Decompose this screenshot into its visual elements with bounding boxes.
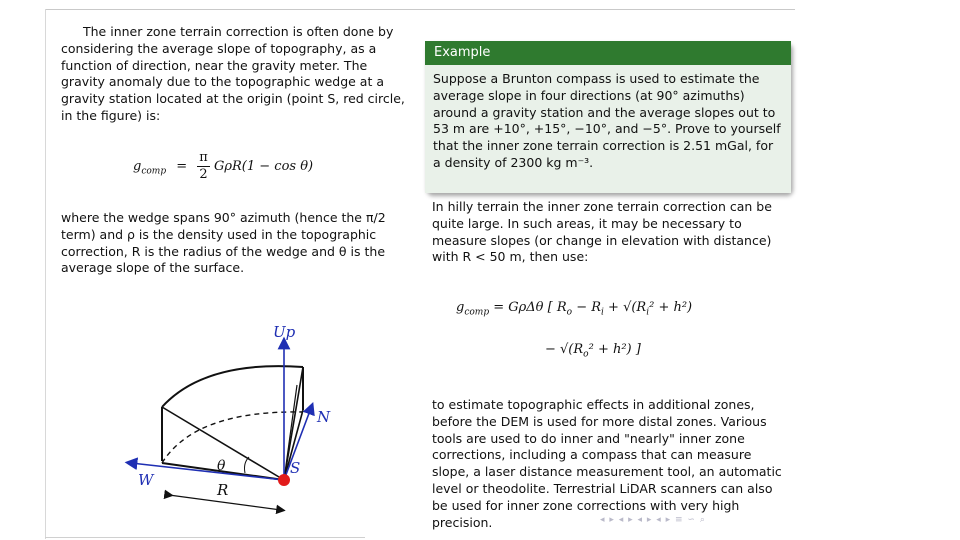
label-theta: θ	[217, 458, 226, 474]
eq2-lhs-sub: comp	[464, 307, 490, 318]
eq2-part-c: + √(R	[603, 300, 647, 315]
eq1-frac-num: π	[199, 150, 208, 165]
eq1-equals: =	[176, 159, 188, 174]
left-paragraph-intro: The inner zone terrain correction is often done by considering the average slope of topography, as a function of direction, near the gravity meter. The gravity anomaly due to the topographic wedge at a gravity station located at the origin (point S, red circle, in the figure) is:	[61, 24, 405, 123]
example-block	[425, 41, 791, 193]
eq2-sub-i: i	[601, 307, 604, 318]
eq1-frac-den: 2	[199, 167, 208, 182]
left-paragraph-definitions: where the wedge spans 90° azimuth (hence the π/2 term) and ρ is the density used in the topographic correction, R is the radius of the wedge and θ is the average slope of the surface.	[61, 210, 386, 276]
eq2-part-a: = GρΔθ [ R	[493, 300, 567, 315]
equation-gcomp-wedge	[133, 150, 313, 183]
left-rule	[45, 9, 46, 539]
beamer-navigation-symbols[interactable]: ◂ ▸ ◂ ▸ ◂ ▸ ◂ ▸ ≡ ∽ ⌕	[600, 515, 706, 525]
label-s: S	[290, 459, 301, 477]
right-paragraph-tools: to estimate topographic effects in additional zones, before the DEM is used for more distal zones. Various tools are used to do inner and "nearly" inner zone corrections, including a compass that can measure slope, a laser distance measurement tool, an automatic level or theodolite. Terrestrial LiDAR scanners can also be used for inner zone corrections with very high precision.	[432, 397, 782, 530]
label-w: W	[138, 471, 154, 489]
eq2-sub-o: o	[566, 307, 573, 318]
example-body: Suppose a Brunton compass is used to estimate the average slope in four directions (at 90° azimuths) around a gravity station and the average slopes out to 53 m are +10°, +15°, −10°, and −5°. Prove to yourself that the inner zone terrain correction is 2.51 mGal, for a density of 2300 kg m⁻³.	[425, 65, 791, 193]
eq1-lhs: g	[133, 159, 142, 174]
wedge-top-arc	[162, 366, 303, 407]
equation-gcomp-ring-line1	[456, 300, 692, 318]
label-n: N	[317, 408, 331, 426]
eq2-part-d: ² + h²)	[649, 300, 693, 315]
label-r: R	[217, 481, 229, 499]
eq2-sub-i2: i	[646, 307, 650, 318]
right-paragraph-hilly: In hilly terrain the inner zone terrain correction can be quite large. In such areas, it may be necessary to measure slopes (or change in elevation with distance) with R < 50 m, then use:	[432, 199, 772, 265]
eq1-rhs: GρR(1 − cos θ)	[213, 159, 314, 174]
eq1-fraction	[197, 150, 210, 183]
station-point	[278, 474, 290, 486]
eq1-lhs-sub: comp	[141, 166, 167, 177]
example-title: Example	[425, 41, 791, 65]
wedge-figure	[125, 315, 331, 515]
equation-gcomp-ring-line2	[545, 342, 641, 360]
eq2-line2-b: ² + h²) ]	[588, 342, 641, 357]
top-rule	[45, 9, 795, 10]
eq2-lhs: g	[456, 300, 465, 315]
eq2-line2-a: − √(R	[545, 342, 584, 357]
bottom-rule	[45, 537, 365, 538]
label-up: Up	[273, 323, 296, 341]
eq2-part-b: − R	[572, 300, 602, 315]
eq2-sub-o2: o	[583, 349, 589, 360]
